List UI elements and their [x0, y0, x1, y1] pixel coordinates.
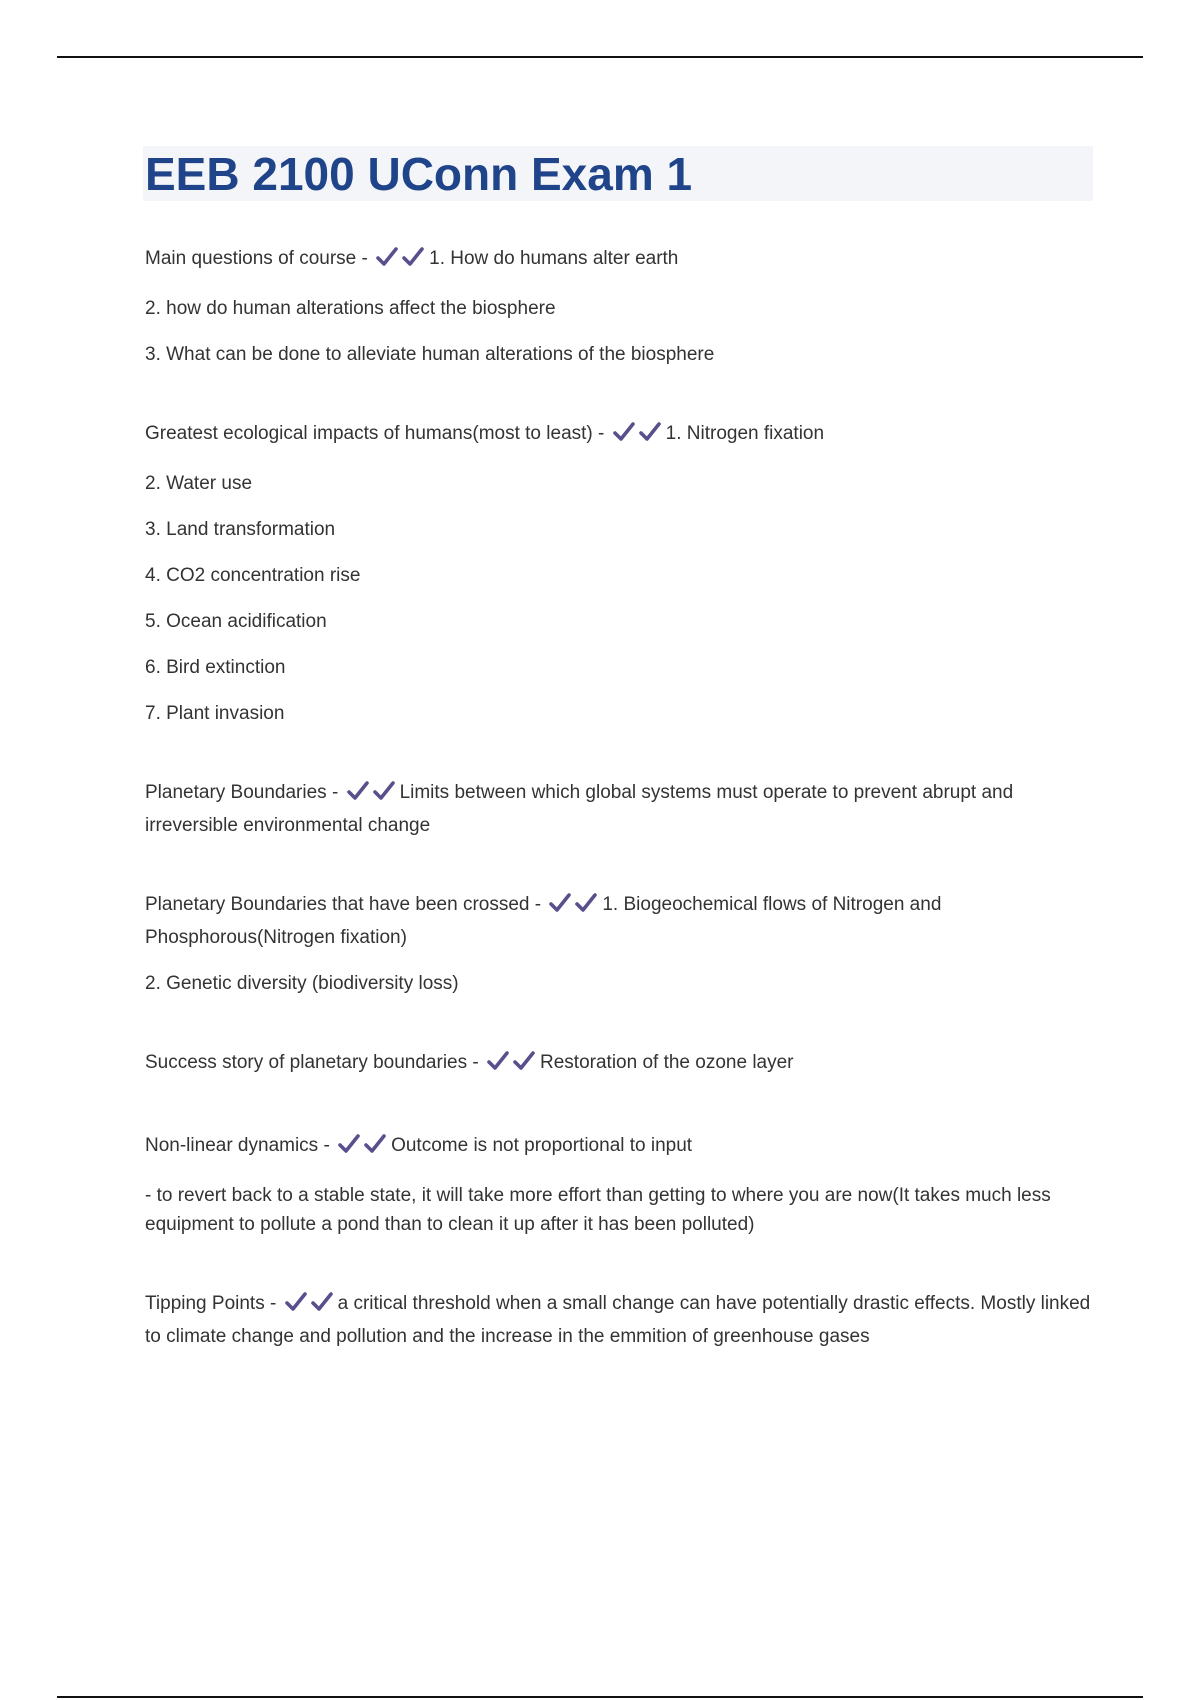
- flashcard-question-line: [145, 890, 1095, 952]
- flashcard-answer-line: - to revert back to a stable state, it will take more effort than getting to where you are now(It takes much less equipment to pollute a pond than to clean it up after it has been polluted): [145, 1185, 1051, 1235]
- flashcard-list: [145, 244, 1095, 1401]
- flashcard-question-line: [145, 419, 1095, 452]
- check-icon: [486, 1050, 512, 1072]
- flashcard-answer-line: 3. What can be done to alleviate human alterations of the biosphere: [145, 344, 715, 365]
- check-icon: [284, 1291, 310, 1313]
- check-icon: [401, 246, 427, 268]
- flashcard: [145, 1131, 1095, 1239]
- flashcard: [145, 1048, 1095, 1081]
- check-icon: [512, 1050, 538, 1072]
- check-icon: [548, 892, 574, 914]
- flashcard-answer-line: 2. how do human alterations affect the biosphere: [145, 298, 556, 319]
- double-check-icon: [612, 421, 664, 452]
- double-check-icon: [548, 892, 600, 923]
- top-rule: [57, 56, 1143, 58]
- check-icon: [375, 246, 401, 268]
- flashcard-question-line: [145, 778, 1095, 840]
- flashcard-answer-line: 2. Water use: [145, 473, 253, 494]
- flashcard: [145, 244, 1095, 369]
- check-icon: [337, 1133, 363, 1155]
- flashcard-term: Non-linear dynamics -: [145, 1135, 336, 1156]
- double-check-icon: [346, 780, 398, 811]
- check-icon: [363, 1133, 389, 1155]
- flashcard-answer: Outcome is not proportional to input: [391, 1135, 693, 1156]
- flashcard: [145, 419, 1095, 728]
- flashcard-answer: 1. How do humans alter earth: [429, 248, 679, 269]
- flashcard-term: Planetary Boundaries -: [145, 782, 344, 803]
- flashcard-answer-line: 5. Ocean acidification: [145, 611, 327, 632]
- flashcard-term: Success story of planetary boundaries -: [145, 1052, 485, 1073]
- flashcard: [145, 1289, 1095, 1351]
- flashcard-answer-line: 6. Bird extinction: [145, 657, 286, 678]
- double-check-icon: [337, 1133, 389, 1164]
- double-check-icon: [375, 246, 427, 277]
- flashcard-term: Planetary Boundaries that have been crossed -: [145, 894, 547, 915]
- flashcard-term: Tipping Points -: [145, 1293, 282, 1314]
- check-icon: [346, 780, 372, 802]
- flashcard-term: Main questions of course -: [145, 248, 374, 269]
- check-icon: [638, 421, 664, 443]
- double-check-icon: [284, 1291, 336, 1322]
- flashcard-answer: 1. Nitrogen fixation: [665, 423, 825, 444]
- flashcard-answer-line: 3. Land transformation: [145, 519, 336, 540]
- flashcard-answer-line: 2. Genetic diversity (biodiversity loss): [145, 973, 459, 994]
- check-icon: [310, 1291, 336, 1313]
- flashcard-question-line: [145, 1131, 1095, 1164]
- flashcard: [145, 778, 1095, 840]
- check-icon: [372, 780, 398, 802]
- check-icon: [574, 892, 600, 914]
- flashcard-answer-line: 7. Plant invasion: [145, 703, 285, 724]
- flashcard-answer: Limits between which global systems must operate to prevent abrupt and irreversible environmental change: [145, 782, 1014, 836]
- flashcard-question-line: [145, 1289, 1095, 1351]
- flashcard-term: Greatest ecological impacts of humans(most to least) -: [145, 423, 610, 444]
- flashcard-answer: a critical threshold when a small change can have potentially drastic effects. Mostly linked to climate change and pollution and the increase in the emmition of greenhouse gases: [145, 1293, 1091, 1347]
- check-icon: [612, 421, 638, 443]
- flashcard-answer: Restoration of the ozone layer: [540, 1052, 794, 1073]
- flashcard-question-line: [145, 244, 1095, 277]
- double-check-icon: [486, 1050, 538, 1081]
- bottom-rule: [57, 1696, 1143, 1698]
- flashcard-answer: 1. Biogeochemical flows of Nitrogen and Phosphorous(Nitrogen fixation): [145, 894, 942, 948]
- flashcard-question-line: [145, 1048, 1095, 1081]
- flashcard: [145, 890, 1095, 998]
- document-title: EEB 2100 UConn Exam 1: [145, 148, 693, 200]
- flashcard-answer-line: 4. CO2 concentration rise: [145, 565, 361, 586]
